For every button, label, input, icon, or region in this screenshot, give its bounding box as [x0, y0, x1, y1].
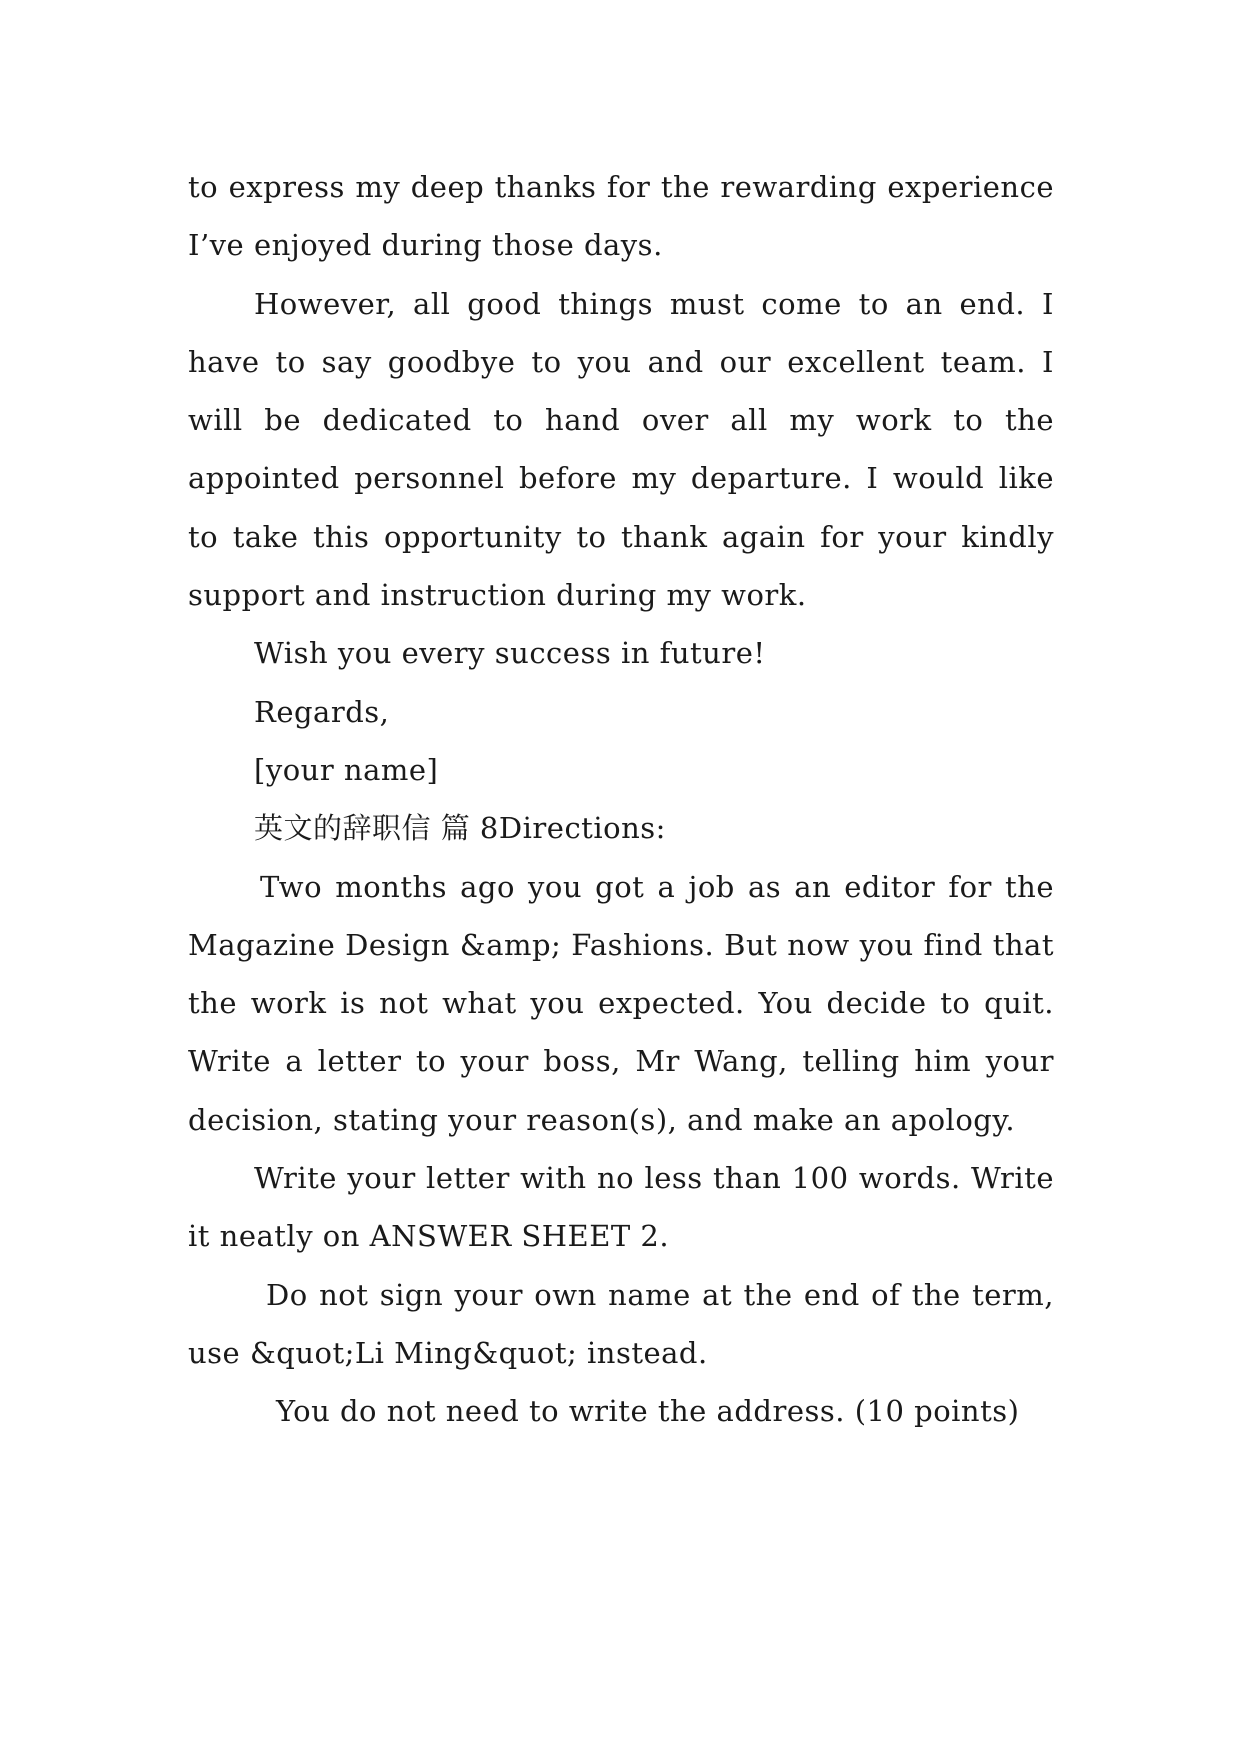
paragraph-directions: Two months ago you got a job as an editor for the Magazine Design &amp; Fashions. But now you find that the work is not what you expected. You decide to quit. Write a letter to your boss, Mr Wang, telling him your decision, stating your reason(s), and make an apology. [188, 869, 1054, 1137]
paragraph-goodbye: However, all good things must come to an end. I have to say goodbye to you and our excellent team. I will be dedicated to hand over all my work to the appointed personnel before my departure. I would like to take this opportunity to thank again for your kindly support and instruction during my work. [188, 286, 1054, 613]
section-heading: 英文的辞职信 篇 8Directions: [254, 811, 666, 846]
paragraph-address-rule: You do not need to write the address. (10 points) [276, 1394, 1020, 1429]
closing-regards: Regards, [254, 694, 390, 729]
closing-wish: Wish you every success in future! [254, 636, 766, 671]
signature-placeholder: [your name] [254, 752, 439, 787]
document-body [188, 158, 1054, 1441]
paragraph-word-count: Write your letter with no less than 100 words. Write it neatly on ANSWER SHEET 2. [188, 1161, 1054, 1254]
paragraph-thanks: to express my deep thanks for the rewarding experience I’ve enjoyed during those days. [188, 170, 1054, 263]
paragraph-signature-rule: Do not sign your own name at the end of the term, use &quot;Li Ming&quot; instead. [188, 1277, 1054, 1370]
